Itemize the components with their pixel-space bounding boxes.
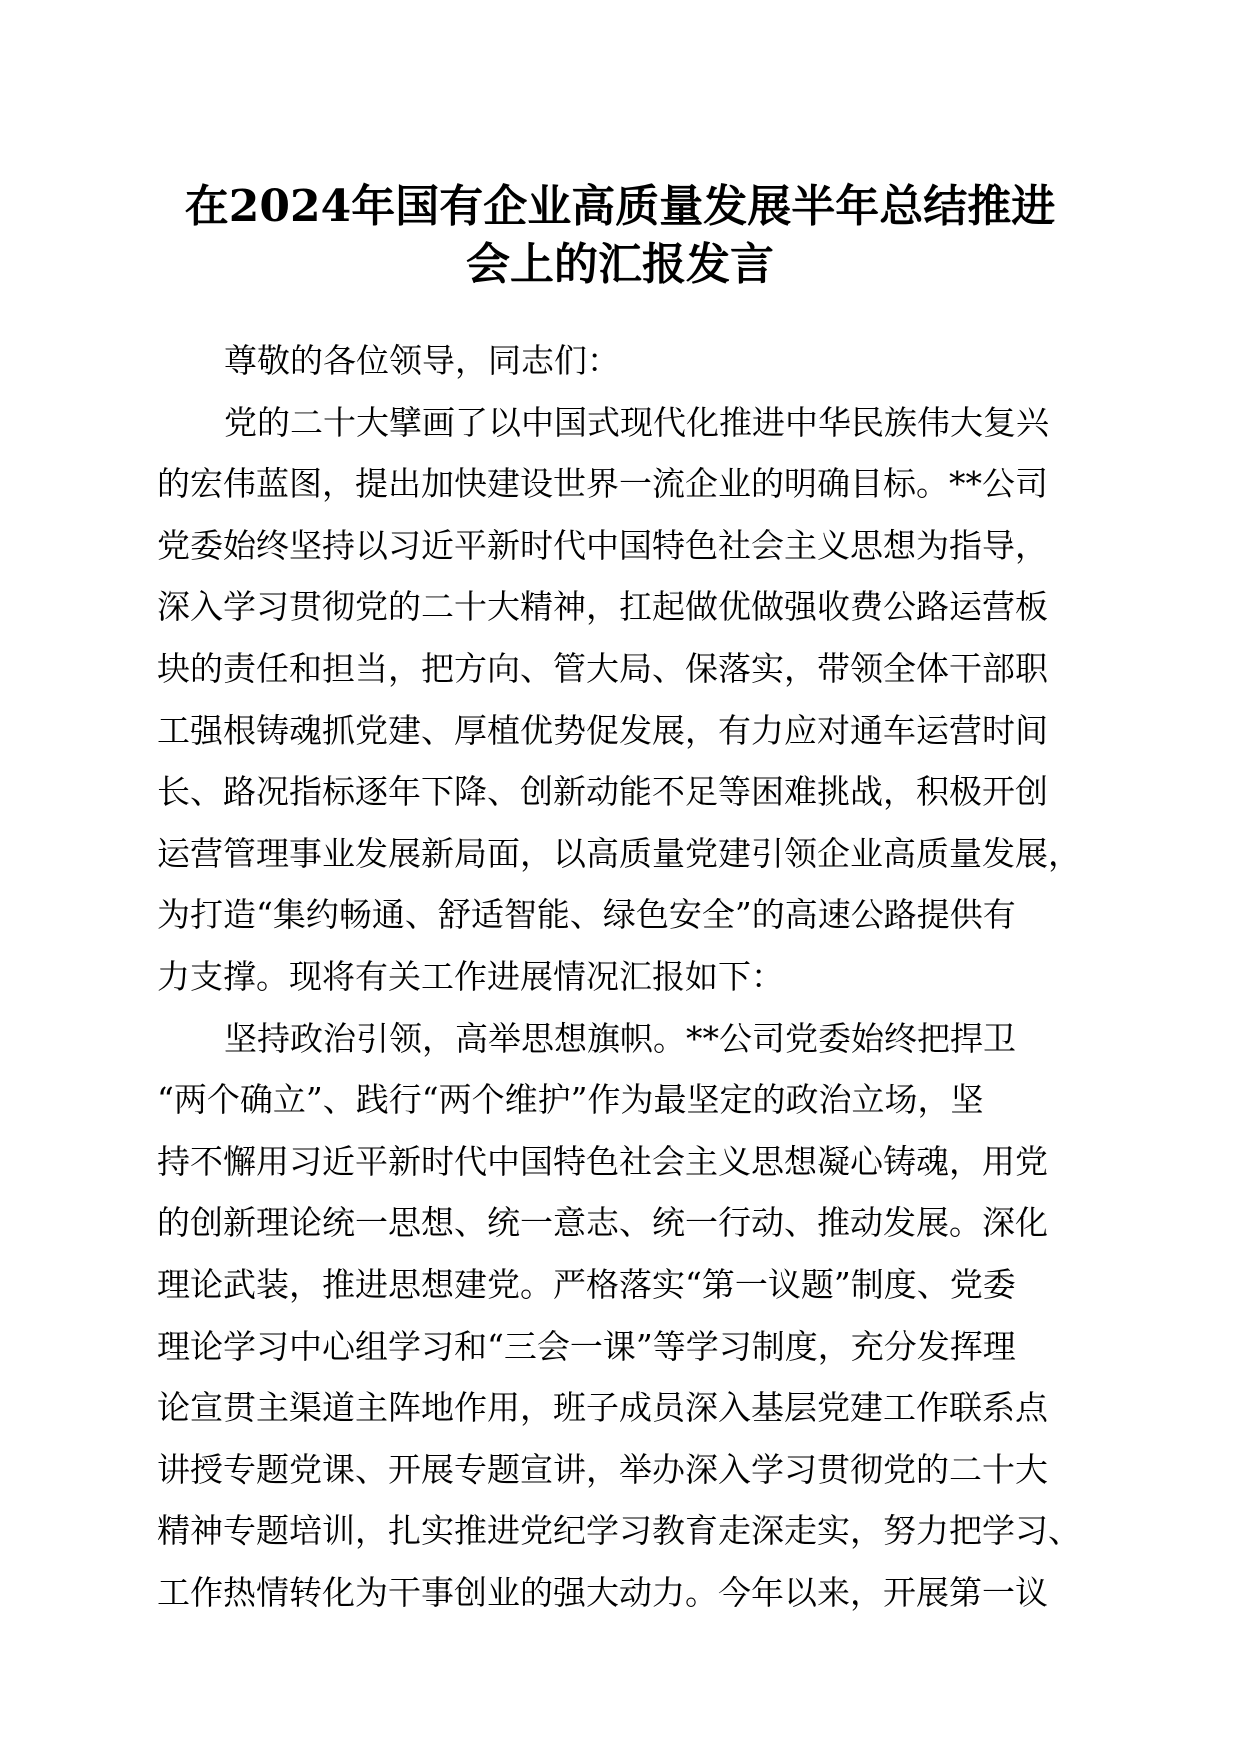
paragraph-2-line-10: 工作热情转化为干事创业的强大动力。今年以来，开展第一议 <box>157 1572 1048 1612</box>
document-title <box>150 178 1090 294</box>
paragraph-2-line-2: “两个确立”、践行“两个维护”作为最坚定的政治立场，坚 <box>157 1080 984 1120</box>
paragraph-1-line-7: 长、路况指标逐年下降、创新动能不足等困难挑战，积极开创 <box>157 772 1048 812</box>
paragraph-1-line-1: 党的二十大擘画了以中国式现代化推进中华民族伟大复兴 <box>224 402 1049 442</box>
paragraph-1-line-2: 的宏伟蓝图，提出加快建设世界一流企业的明确目标。**公司 <box>157 464 1048 504</box>
paragraph-2-line-8: 讲授专题党课、开展专题宣讲，举办深入学习贯彻党的二十大 <box>157 1449 1048 1489</box>
paragraph-1-line-4: 深入学习贯彻党的二十大精神，扛起做优做强收费公路运营板 <box>157 587 1048 627</box>
paragraph-2-line-3: 持不懈用习近平新时代中国特色社会主义思想凝心铸魂，用党 <box>157 1141 1048 1181</box>
paragraph-2-line-7: 论宣贯主渠道主阵地作用，班子成员深入基层党建工作联系点 <box>157 1388 1048 1428</box>
paragraph-2-line-6: 理论学习中心组学习和“三会一课”等学习制度，充分发挥理 <box>157 1326 1016 1366</box>
paragraph-2-line-1: 坚持政治引领，高举思想旗帜。**公司党委始终把捍卫 <box>224 1018 1016 1058</box>
paragraph-1-line-5: 块的责任和担当，把方向、管大局、保落实，带领全体干部职 <box>157 648 1048 688</box>
title-line-2: 会上的汇报发言 <box>466 239 774 290</box>
paragraph-1-line-6: 工强根铸魂抓党建、厚植优势促发展，有力应对通车运营时间 <box>157 710 1048 750</box>
title-line-1: 在2024年国有企业高质量发展半年总结推进 <box>184 181 1056 232</box>
paragraph-1-line-10: 力支撑。现将有关工作进展情况汇报如下： <box>157 956 784 996</box>
paragraph-1-line-8: 运营管理事业发展新局面，以高质量党建引领企业高质量发展， <box>157 833 1081 873</box>
salutation: 尊敬的各位领导，同志们： <box>224 341 620 380</box>
paragraph-2-line-9: 精神专题培训，扎实推进党纪学习教育走深走实，努力把学习、 <box>157 1511 1081 1551</box>
paragraph-2-line-4: 的创新理论统一思想、统一意志、统一行动、推动发展。深化 <box>157 1203 1048 1243</box>
document-body <box>157 330 1081 1623</box>
paragraph-1-line-3: 党委始终坚持以习近平新时代中国特色社会主义思想为指导， <box>157 525 1048 565</box>
paragraph-2-line-5: 理论武装，推进思想建党。严格落实“第一议题”制度、党委 <box>157 1264 1016 1304</box>
paragraph-1-line-9: 为打造“集约畅通、舒适智能、绿色安全”的高速公路提供有 <box>157 895 1016 935</box>
